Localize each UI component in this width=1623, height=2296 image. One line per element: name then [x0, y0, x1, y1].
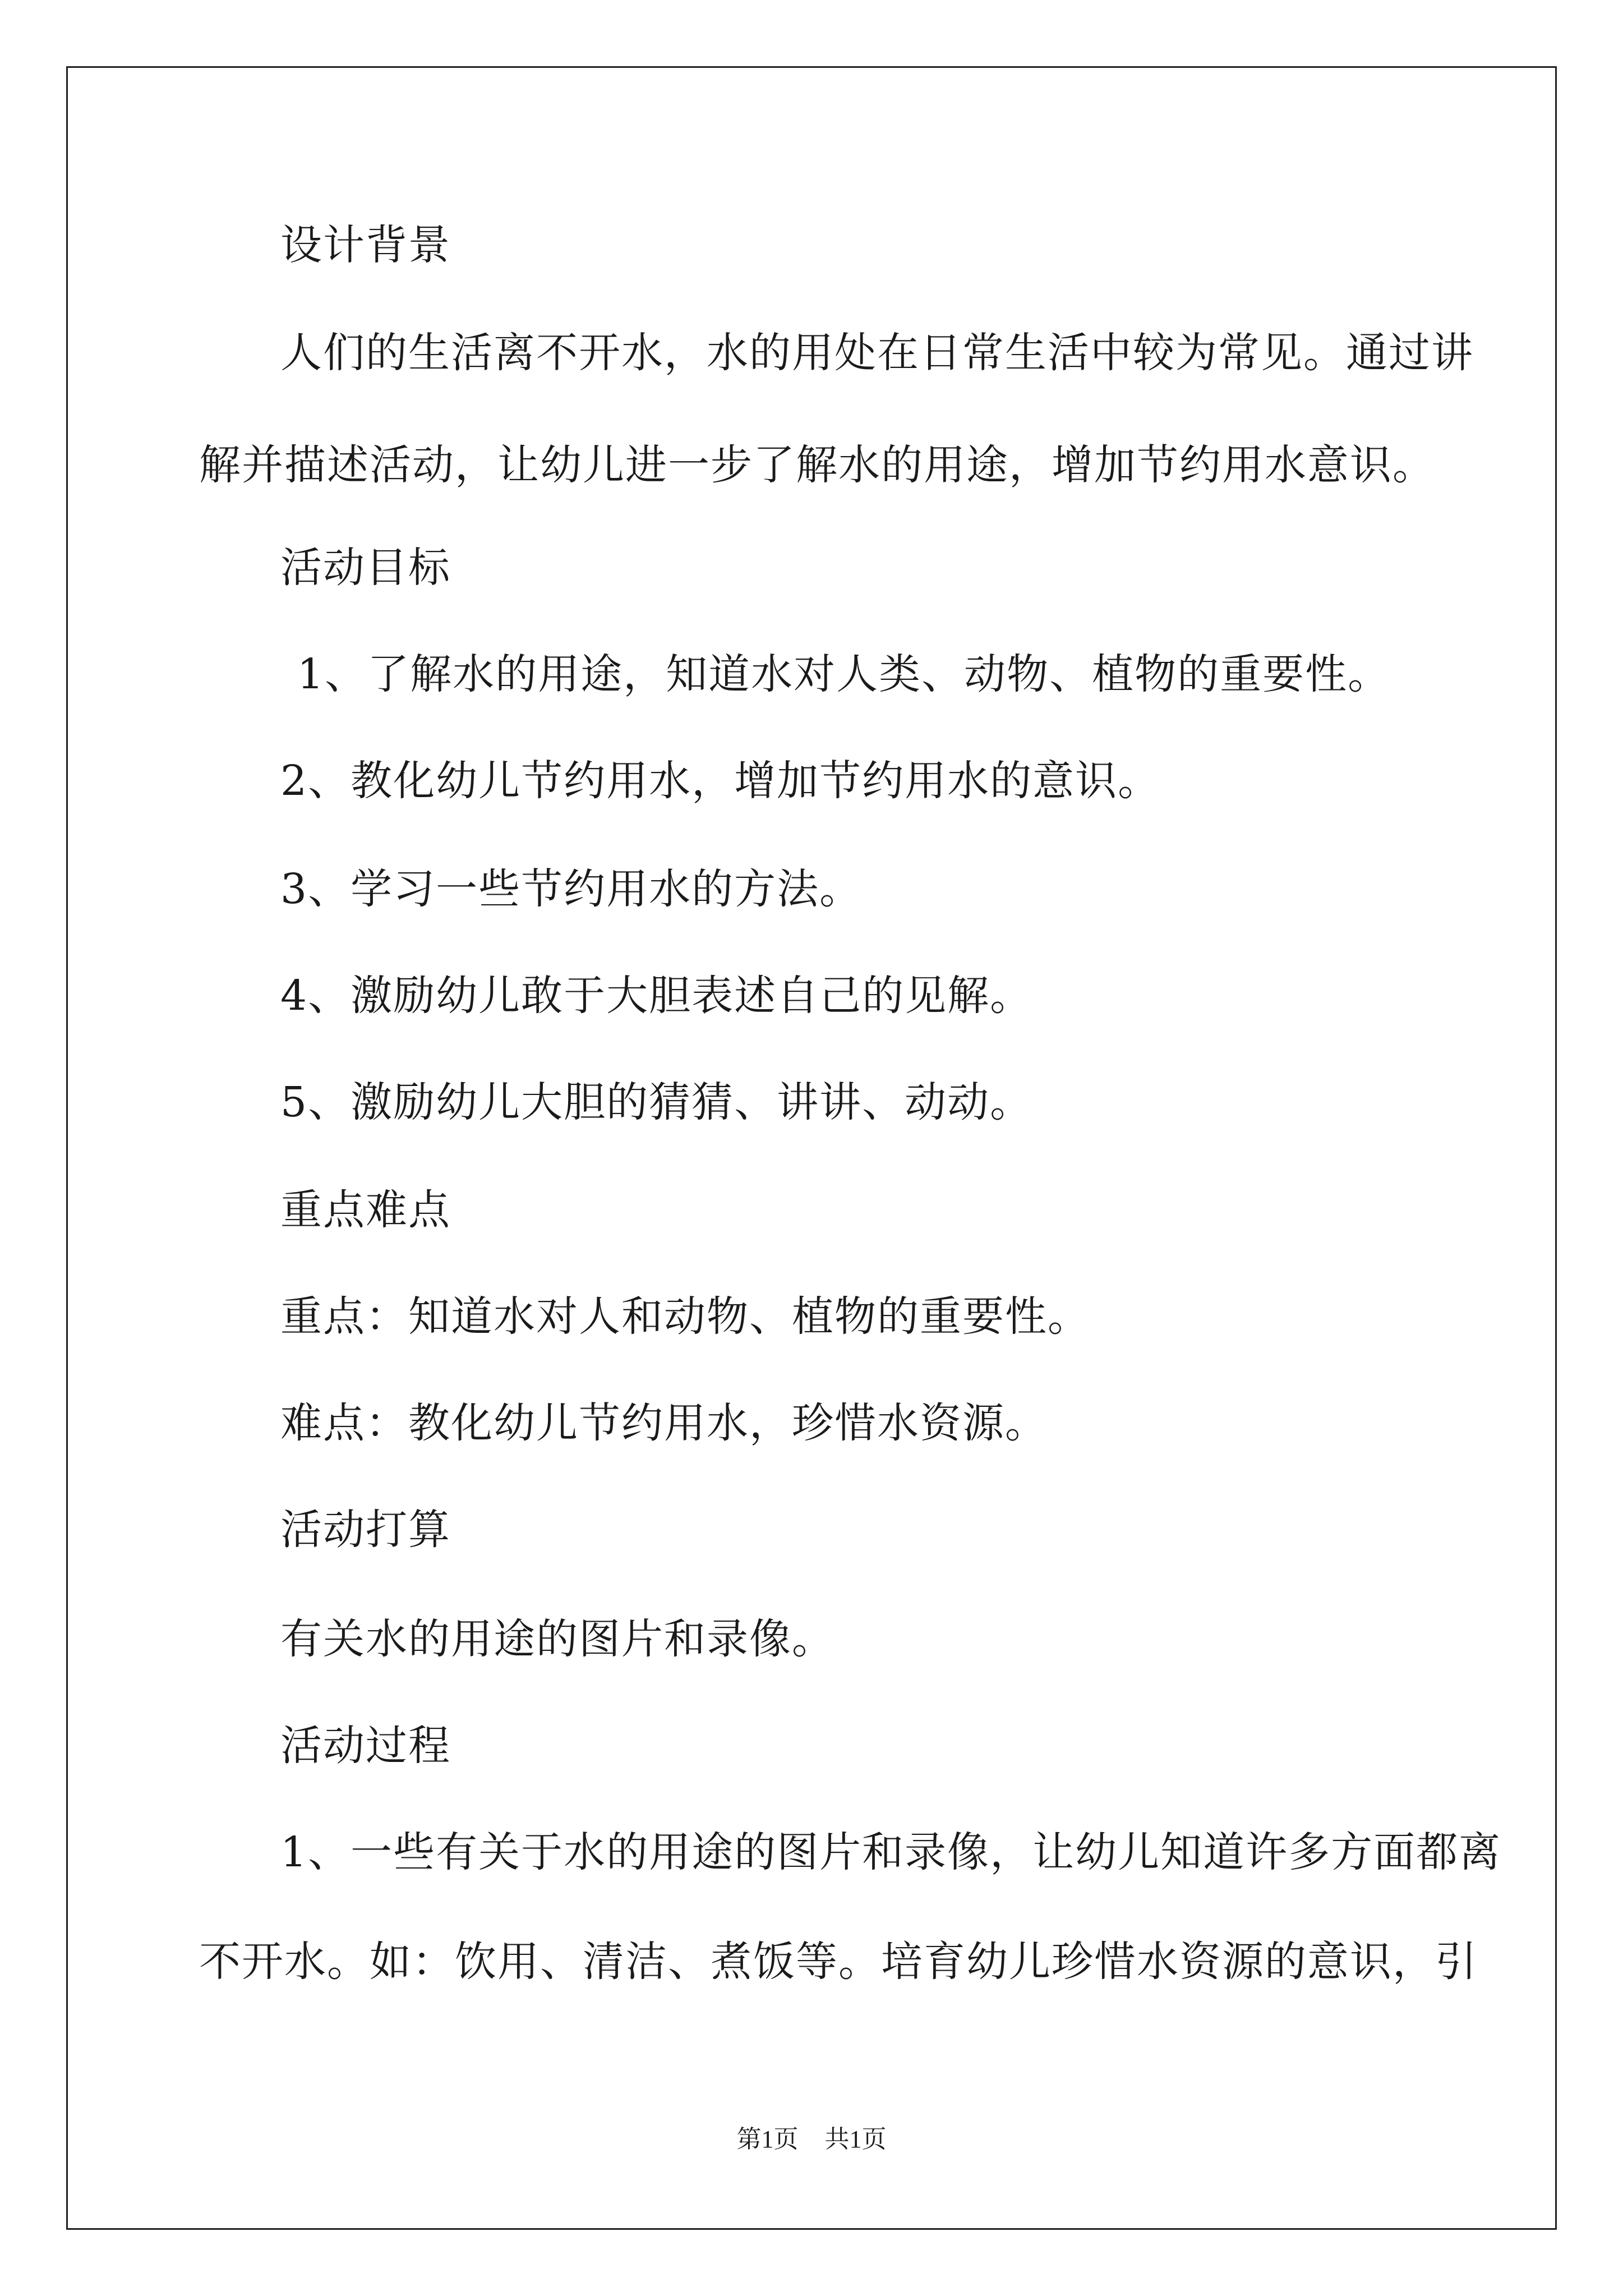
page-footer — [0, 2127, 1623, 2152]
paragraph-line: 1、一些有关于水的用途的图片和录像，让幼儿知道许多方面都离 — [280, 1828, 1502, 1876]
section-heading-goals: 活动目标 — [280, 544, 451, 592]
list-item: 3、学习一些节约用水的方法。 — [280, 865, 863, 913]
paragraph-line: 难点：教化幼儿节约用水，珍惜水资源。 — [280, 1399, 1048, 1447]
list-item: 5、激励幼儿大胆的猜猜、讲讲、动动。 — [280, 1078, 1033, 1126]
section-heading-key-points: 重点难点 — [280, 1186, 451, 1234]
paragraph-line: 不开水。如：饮用、清洁、煮饭等。培育幼儿珍惜水资源的意识，引 — [199, 1938, 1478, 1986]
page-border — [66, 66, 1557, 2230]
paragraph-line: 解并描述活动，让幼儿进一步了解水的用途，增加节约用水意识。 — [199, 441, 1435, 489]
paragraph-line: 人们的生活离不开水，水的用处在日常生活中较为常见。通过讲 — [280, 329, 1474, 377]
paragraph-line: 重点：知道水对人和动物、植物的重要性。 — [280, 1292, 1090, 1341]
section-heading-process: 活动过程 — [280, 1722, 451, 1770]
list-item: 2、教化幼儿节约用水，增加节约用水的意识。 — [280, 757, 1161, 805]
list-item: 4、激励幼儿敢于大胆表述自己的见解。 — [280, 972, 1033, 1020]
list-item: 1、了解水的用途，知道水对人类、动物、植物的重要性。 — [297, 650, 1391, 698]
page-number: 第1页 — [736, 2125, 799, 2153]
section-heading-preparation: 活动打算 — [280, 1506, 451, 1554]
section-heading-background: 设计背景 — [280, 221, 451, 269]
page-total: 共1页 — [824, 2125, 887, 2153]
paragraph-line: 有关水的用途的图片和录像。 — [280, 1615, 834, 1663]
